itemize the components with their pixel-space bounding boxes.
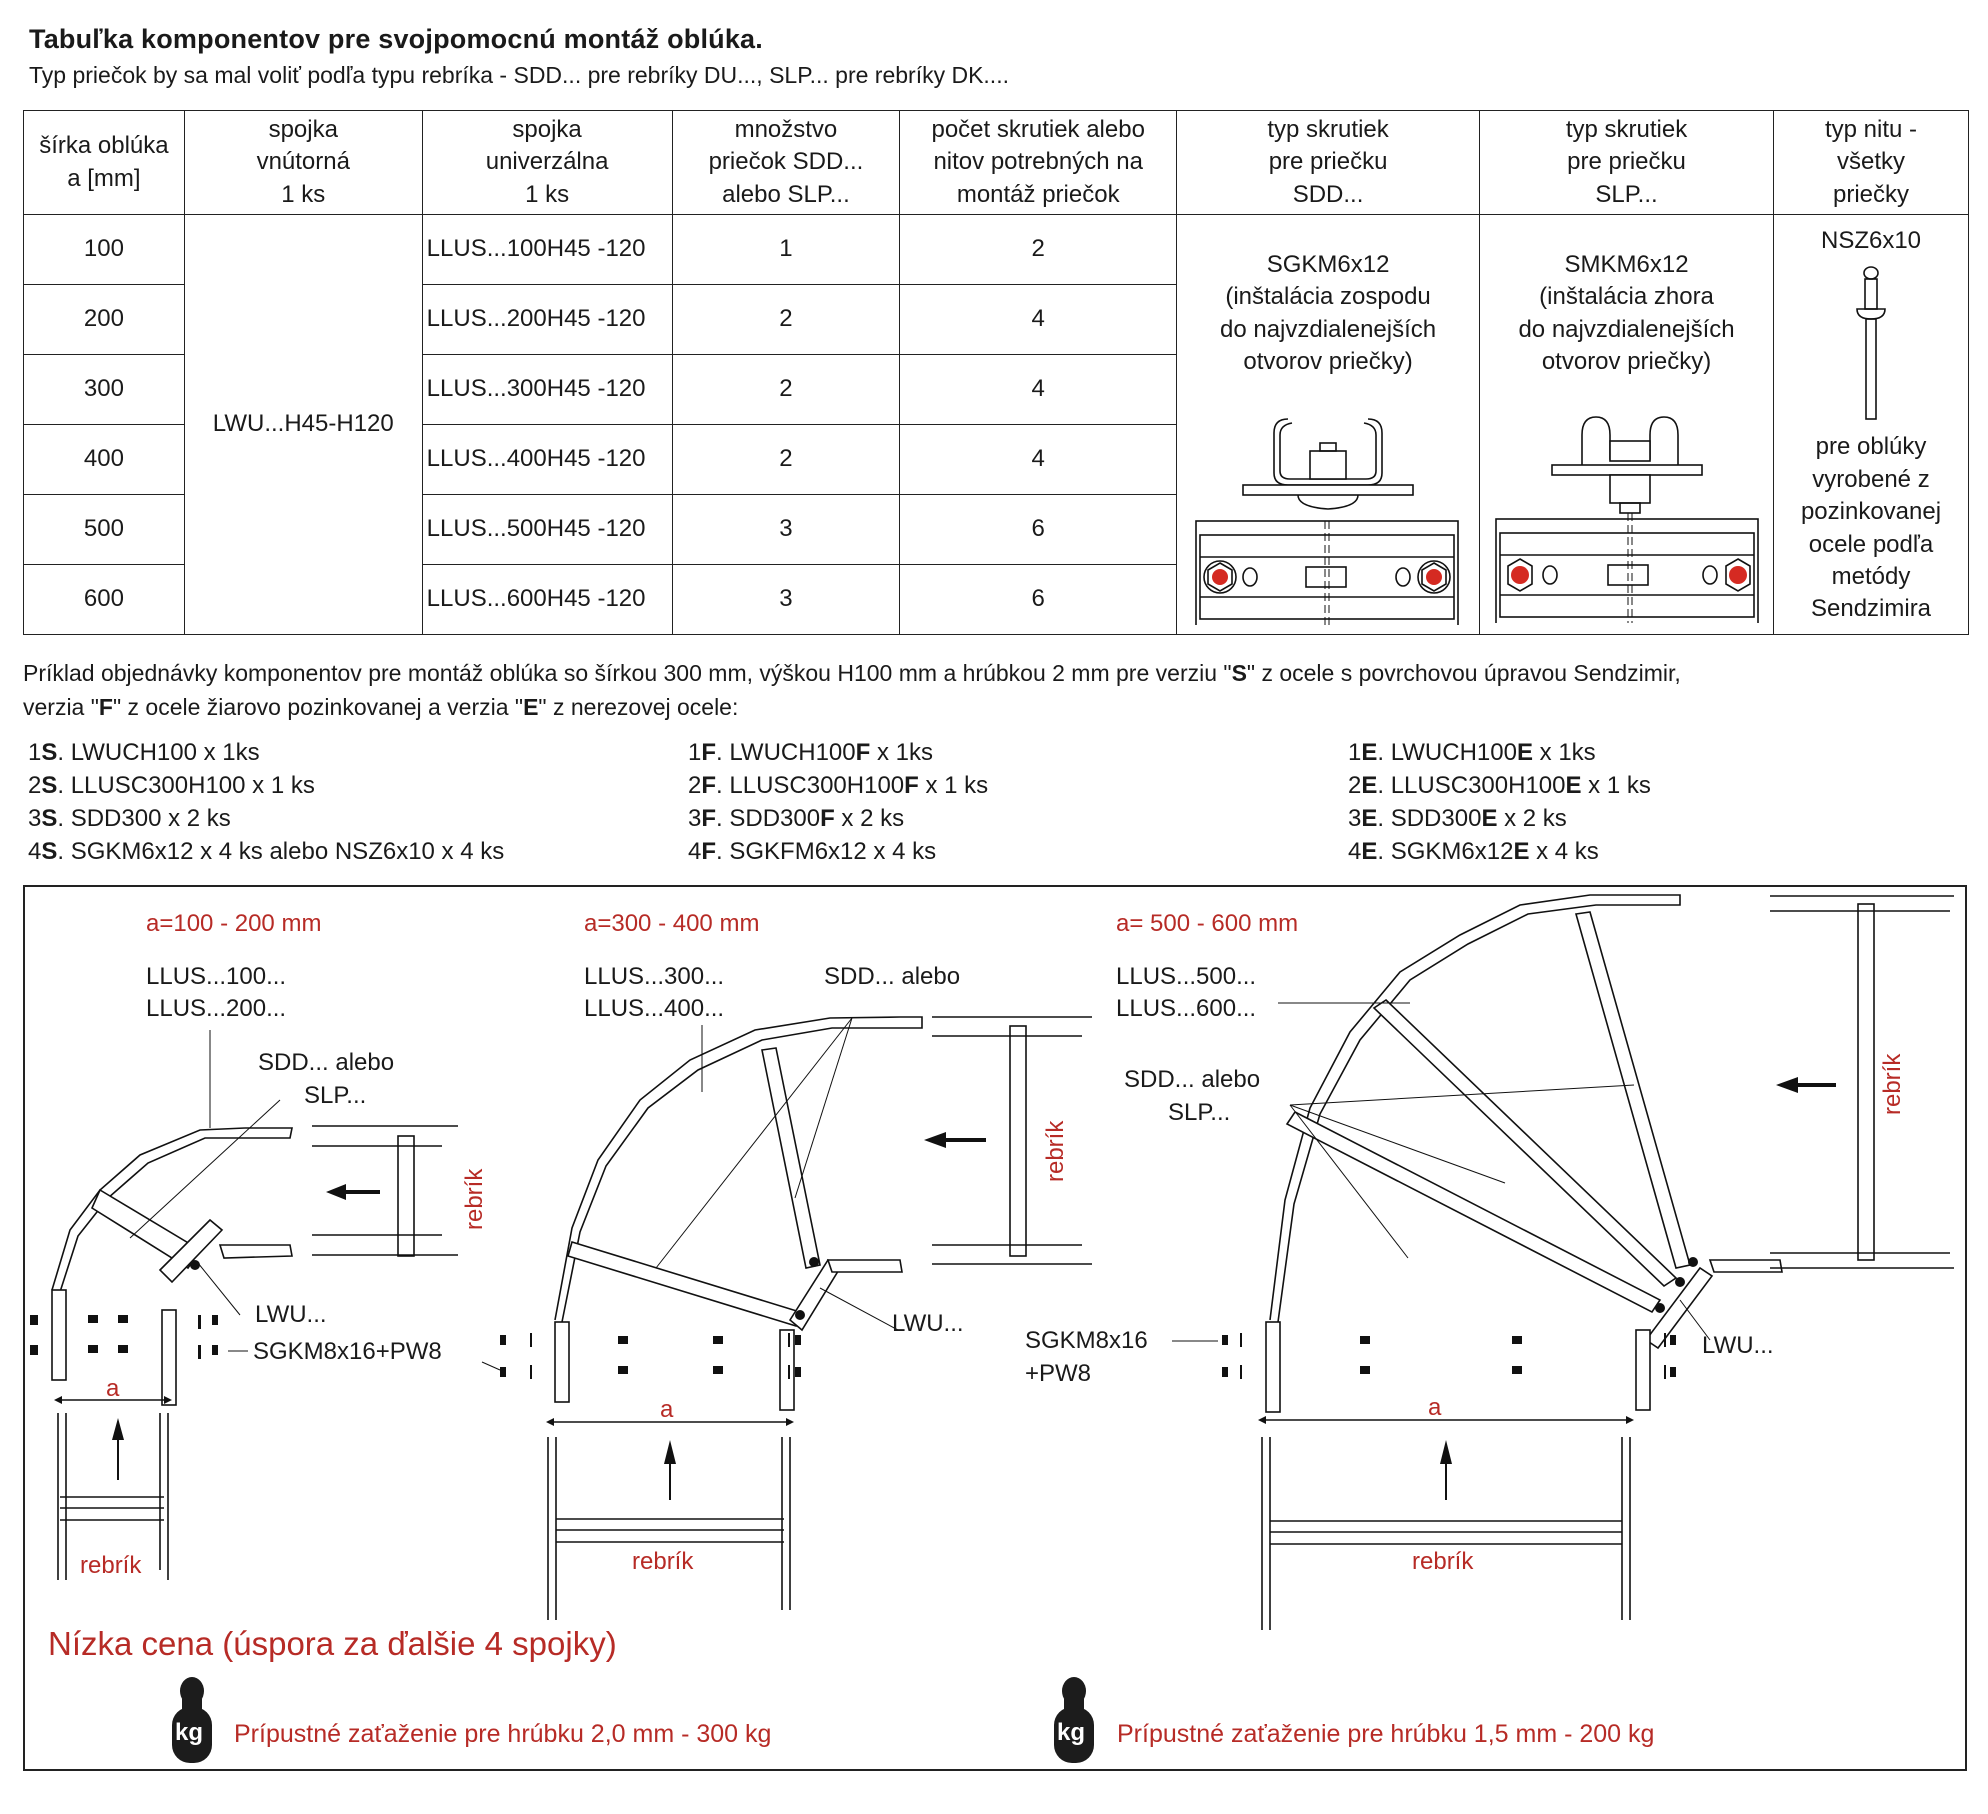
coupler-label-1b: LLUS...200... bbox=[146, 995, 287, 1022]
cell-screws: 6 bbox=[900, 564, 1177, 634]
cell-coupler: LLUS...300H45 -120 bbox=[422, 354, 672, 424]
diagram-medium-bend bbox=[482, 1017, 1092, 1620]
cell-coupler: LLUS...600H45 -120 bbox=[422, 564, 672, 634]
cell-screws: 4 bbox=[900, 424, 1177, 494]
order-item: 4E. SGKM6x12E x 4 ks bbox=[1348, 838, 1599, 865]
order-item: 2S. LLUSC300H100 x 1 ks bbox=[28, 772, 315, 799]
cell-count: 3 bbox=[672, 494, 900, 564]
rung-label-2: SDD... alebo bbox=[824, 963, 961, 990]
order-item: 1E. LWUCH100E x 1ks bbox=[1348, 739, 1596, 766]
col-header-sdd-screw: typ skrutiek pre priečku SDD... bbox=[1177, 111, 1480, 215]
coupler-label-3b: LLUS...600... bbox=[1116, 995, 1257, 1022]
cell-screws: 4 bbox=[900, 354, 1177, 424]
cell-coupler: LLUS...100H45 -120 bbox=[422, 215, 672, 285]
cell-count: 2 bbox=[672, 354, 900, 424]
cell-screws: 6 bbox=[900, 494, 1177, 564]
diagram-small-bend bbox=[30, 1030, 458, 1580]
cell-count: 2 bbox=[672, 424, 900, 494]
col-header-rivet: typ nitu - všetky priečky bbox=[1774, 111, 1969, 215]
cell-count: 3 bbox=[672, 564, 900, 634]
range-label-2: a=300 - 400 mm bbox=[584, 910, 760, 937]
ladder-label-2: rebrík bbox=[632, 1548, 694, 1575]
page-subtitle: Typ priečok by sa mal voliť podľa typu rebríka - SDD... pre rebríky DU..., SLP... pre rebríky DK.... bbox=[29, 62, 1009, 88]
inner-label-2: LWU... bbox=[892, 1310, 964, 1337]
page-title: Tabuľka komponentov pre svojpomocnú montáž oblúka. bbox=[29, 24, 763, 54]
order-item: 2E. LLUSC300H100E x 1 ks bbox=[1348, 772, 1651, 799]
dim-label-1: a bbox=[106, 1375, 120, 1402]
cell-inner-coupler: LWU...H45-H120 bbox=[184, 215, 422, 635]
low-price-note: Nízka cena (úspora za ďalšie 4 spojky) bbox=[48, 1625, 617, 1662]
cell-width: 200 bbox=[24, 284, 185, 354]
ladder-label-1: rebrík bbox=[80, 1552, 142, 1579]
cell-width: 100 bbox=[24, 215, 185, 285]
col-header-width: šírka oblúka a [mm] bbox=[24, 111, 185, 215]
dim-label-2: a bbox=[660, 1396, 674, 1423]
order-item: 4S. SGKM6x12 x 4 ks alebo NSZ6x10 x 4 ks bbox=[28, 838, 505, 865]
col-header-rung-count: množstvo priečok SDD... alebo SLP... bbox=[672, 111, 900, 215]
cell-rivet: NSZ6x10 pre oblúky vyrobené z pozinkovanej ocele podľa metódy Sendzimira bbox=[1774, 215, 1969, 635]
order-item: 1S. LWUCH100 x 1ks bbox=[28, 739, 260, 766]
cell-width: 600 bbox=[24, 564, 185, 634]
cell-coupler: LLUS...500H45 -120 bbox=[422, 494, 672, 564]
coupler-label-2b: LLUS...400... bbox=[584, 995, 725, 1022]
weight-kg-icon bbox=[172, 1677, 212, 1767]
load-note-2mm: Prípustné zaťaženie pre hrúbku 2,0 mm - 300 kg bbox=[234, 1720, 772, 1748]
bolt-label-3a: SGKM8x16 bbox=[1025, 1327, 1148, 1354]
ladder-label-3: rebrík bbox=[1412, 1548, 1474, 1575]
cell-coupler: LLUS...200H45 -120 bbox=[422, 284, 672, 354]
col-header-slp-screw: typ skrutiek pre priečku SLP... bbox=[1480, 111, 1774, 215]
rung-label-1a: SDD... alebo bbox=[258, 1049, 395, 1076]
cell-slp-screw: SMKM6x12 (inštalácia zhora do najvzdialenejších otvorov priečky) bbox=[1480, 215, 1774, 635]
ladder-label-2-side: rebrík bbox=[1042, 1120, 1069, 1182]
coupler-label-2a: LLUS...300... bbox=[584, 963, 725, 990]
bolt-label-1: SGKM8x16+PW8 bbox=[253, 1338, 442, 1365]
ladder-label-3-side: rebrík bbox=[1879, 1053, 1906, 1115]
weight-kg-icon bbox=[1054, 1677, 1094, 1767]
cell-width: 400 bbox=[24, 424, 185, 494]
kg-label: kg bbox=[175, 1719, 204, 1746]
cell-width: 300 bbox=[24, 354, 185, 424]
rung-label-3a: SDD... alebo bbox=[1124, 1066, 1261, 1093]
order-item: 3S. SDD300 x 2 ks bbox=[28, 805, 231, 832]
cell-sdd-screw: SGKM6x12 (inštalácia zospodu do najvzdialenejších otvorov priečky) bbox=[1177, 215, 1480, 635]
load-note-1-5mm: Prípustné zaťaženie pre hrúbku 1,5 mm - 200 kg bbox=[1117, 1720, 1655, 1748]
cell-screws: 4 bbox=[900, 284, 1177, 354]
coupler-label-3a: LLUS...500... bbox=[1116, 963, 1257, 990]
range-label-1: a=100 - 200 mm bbox=[146, 910, 322, 937]
order-item: 2F. LLUSC300H100F x 1 ks bbox=[688, 772, 989, 799]
rung-label-1b: SLP... bbox=[304, 1082, 367, 1109]
inner-label-1: LWU... bbox=[255, 1301, 327, 1328]
diagram-large-bend bbox=[1172, 895, 1954, 1630]
cell-width: 500 bbox=[24, 494, 185, 564]
cell-screws: 2 bbox=[900, 215, 1177, 285]
order-item: 3F. SDD300F x 2 ks bbox=[688, 805, 905, 832]
dim-label-3: a bbox=[1428, 1394, 1442, 1421]
range-label-3: a= 500 - 600 mm bbox=[1116, 910, 1299, 937]
order-item: 1F. LWUCH100F x 1ks bbox=[688, 739, 933, 766]
coupler-label-1a: LLUS...100... bbox=[146, 963, 287, 990]
col-header-universal-coupler: spojka univerzálna 1 ks bbox=[422, 111, 672, 215]
cell-count: 1 bbox=[672, 215, 900, 285]
inner-label-3: LWU... bbox=[1702, 1332, 1774, 1359]
order-item: 3E. SDD300E x 2 ks bbox=[1348, 805, 1567, 832]
rung-label-3b: SLP... bbox=[1168, 1099, 1231, 1126]
bolt-label-3b: +PW8 bbox=[1025, 1360, 1092, 1387]
col-header-inner-coupler: spojka vnútorná 1 ks bbox=[184, 111, 422, 215]
cell-coupler: LLUS...400H45 -120 bbox=[422, 424, 672, 494]
kg-label: kg bbox=[1057, 1719, 1086, 1746]
order-item: 4F. SGKFM6x12 x 4 ks bbox=[688, 838, 937, 865]
ladder-label-1-side: rebrík bbox=[461, 1168, 488, 1230]
col-header-screw-count: počet skrutiek alebo nitov potrebných na montáž priečok bbox=[900, 111, 1177, 215]
order-example-text: Príklad objednávky komponentov pre montáž oblúka so šírkou 300 mm, výškou H100 mm a hrúbkou 2 mm pre verziu "S" z ocele s povrchovou úpravou Sendzimir, verzia "F" z ocele žiarovo pozinkovanej a verzia "E" z nerezovej ocele: bbox=[23, 660, 1681, 720]
cell-count: 2 bbox=[672, 284, 900, 354]
